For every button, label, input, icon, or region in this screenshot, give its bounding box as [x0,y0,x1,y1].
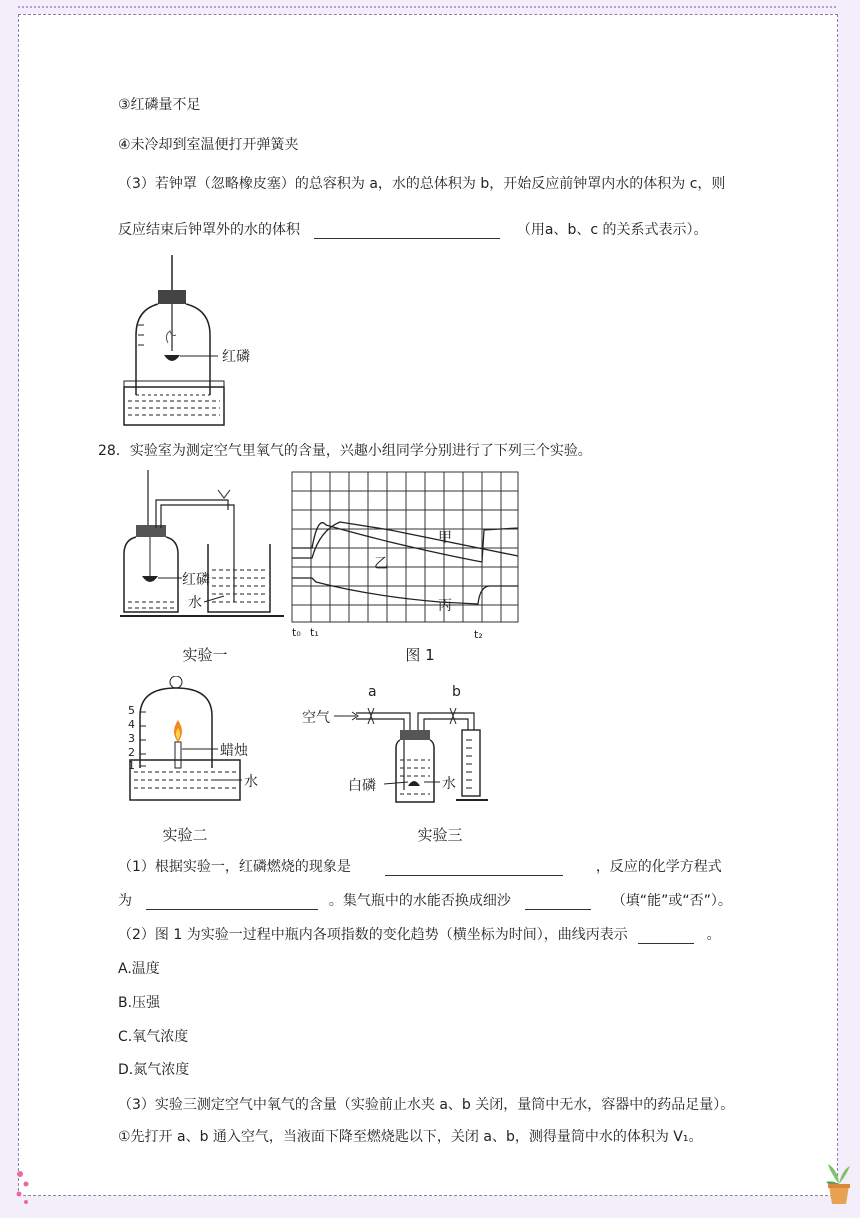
figure-1-caption: 图 1 [405,646,435,664]
exp1-label-red-phosphorus: 红磷 [182,572,210,588]
exp3-label-air: 空气 [302,710,330,726]
answer-blank-curve-bing[interactable] [638,929,694,944]
part-1-wei: 为 [118,893,132,909]
exp3-label-white-phosphorus: 白磷 [348,778,376,794]
part-2-end: 。 [706,927,721,943]
curve-yi [292,522,518,558]
answer-blank-equation[interactable] [146,895,318,910]
question-3-suffix: （用a、b、c 的关系式表示）。 [516,222,708,238]
question-28-title: 28．实验室为测定空气里氧气的含量，兴趣小组同学分别进行了下列三个实验。 [98,443,592,459]
option-item-3: ③红磷量不足 [118,97,201,113]
exp2-scale-1: 1 [128,759,135,772]
option-c: C.氧气浓度 [118,1029,189,1045]
part-3-text: （3）实验三测定空气中氧气的含量（实验前止水夹 a、b 关闭，量筒中无水，容器中的药品足量）。 [118,1097,735,1113]
potted-plant-icon [824,1162,854,1210]
graph-tick-t1: t₁ [310,626,319,639]
experiment-2-figure [122,676,297,808]
bell-label-red-phosphorus: 红磷 [222,349,250,365]
heart-decoration-icon [14,1168,36,1212]
part-2-line [118,926,721,944]
exp2-label-water: 水 [244,774,258,790]
graph-tick-t2: t₂ [474,628,483,641]
option-b: B.压强 [118,995,161,1011]
option-item-4: ④未冷却到室温便打开弹簧夹 [118,137,299,153]
figure-1-graph [290,470,525,645]
part-1-line-b [118,892,732,910]
answer-blank-volume[interactable] [314,224,500,239]
option-a: A.温度 [118,961,160,977]
option-d: D.氮气浓度 [118,1062,190,1078]
experiment-2-caption: 实验二 [162,826,208,844]
part-1-line-a [118,858,722,876]
part-1-fill-hint: （填“能”或“否”）。 [611,893,732,909]
experiment-3-caption: 实验三 [417,826,463,844]
exp2-label-candle: 蜡烛 [220,743,248,759]
exp2-scale-2: 2 [128,746,135,759]
exp2-scale-5: 5 [128,704,135,717]
graph-tick-t0: t₀ [292,626,301,639]
part-3-step-1: ①先打开 a、b 通入空气，当液面下降至燃烧匙以下，关闭 a、b，测得量筒中水的体积为 V₁。 [118,1129,703,1145]
graph-label-bing: 丙 [438,598,452,614]
exp2-scale-3: 3 [128,732,135,745]
exp1-label-water: 水 [188,595,202,611]
answer-blank-sand[interactable] [525,895,591,910]
curve-bing [292,578,518,604]
experiment-1-caption: 实验一 [182,646,228,664]
page-top-border [18,6,836,10]
question-3-text: （3）若钟罩（忽略橡皮塞）的总容积为 a，水的总体积为 b，开始反应前钟罩内水的体积为 c，则 [118,176,726,192]
question-3-blank-line [118,221,708,239]
exp3-label-water: 水 [442,776,456,792]
exp3-label-a: a [368,684,377,700]
part-2-text: （2）图 1 为实验一过程中瓶内各项指数的变化趋势（横坐标为时间），曲线丙表示 [118,927,628,943]
graph-label-jia: 甲 [438,530,452,546]
bell-jar-figure [118,255,278,430]
exp3-label-b: b [452,684,461,700]
question-3-prefix: 反应结束后钟罩外的水的体积 [118,222,300,238]
part-1-prefix: （1）根据实验一，红磷燃烧的现象是 [118,859,351,875]
graph-label-yi: 乙 [374,556,388,572]
experiment-3-figure [300,682,500,807]
part-1-suffix: ，反应的化学方程式 [595,859,722,875]
exp2-scale-marks [140,712,146,766]
exp2-scale-4: 4 [128,718,135,731]
answer-blank-phenomenon[interactable] [385,861,563,876]
part-1-sand-question: 。集气瓶中的水能否换成细沙 [328,893,511,909]
experiment-1-figure [120,470,285,620]
